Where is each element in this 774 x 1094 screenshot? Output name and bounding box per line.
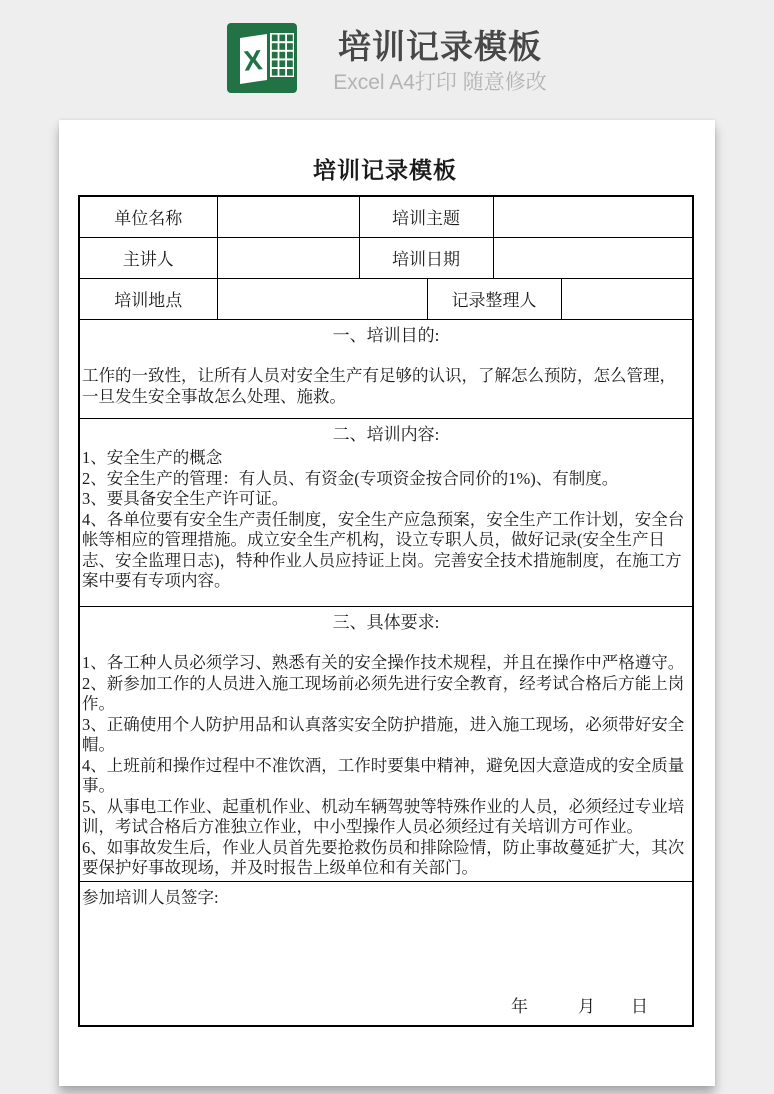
label-lecturer: 主讲人 [79, 237, 217, 278]
field-unit-name[interactable] [217, 196, 359, 237]
date-line [511, 997, 648, 1018]
label-unit-name: 单位名称 [79, 196, 217, 237]
section-heading: 一、培训目的: [332, 325, 440, 345]
field-training-date[interactable] [493, 237, 693, 278]
list-item: 6、如事故发生后，作业人员首先要抢救伤员和排除险情，防止事故蔓延扩大，其次要保护好事故现场，并及时报告上级单位和有关部门。 [82, 837, 685, 877]
section-purpose [79, 319, 693, 418]
table-row [79, 237, 693, 278]
table-row [79, 196, 693, 237]
excel-x-letter: X [242, 44, 264, 77]
date-day-label: 日 [631, 996, 648, 1016]
section-heading: 三、具体要求: [332, 612, 440, 632]
date-month-label: 月 [578, 996, 595, 1016]
list-item: 1、各工种人员必须学习、熟悉有关的安全操作技术规程，并且在操作中严格遵守。 [82, 653, 685, 672]
field-record-keeper[interactable] [561, 278, 693, 319]
training-record-table [78, 195, 694, 1027]
field-training-topic[interactable] [493, 196, 693, 237]
section-requirements [79, 606, 693, 881]
section-content-row [79, 418, 693, 606]
list-item: 2、安全生产的管理：有人员、有资金(专项资金按合同价的1%)、有制度。 [82, 468, 619, 488]
label-training-topic: 培训主题 [359, 196, 493, 237]
page-title: 培训记录模板 [338, 28, 542, 65]
table-row [79, 278, 693, 319]
label-training-place: 培训地点 [79, 278, 217, 319]
section-requirements-row [79, 606, 693, 881]
a4-page [59, 120, 715, 1086]
list-item: 4、上班前和操作过程中不准饮酒，工作时要集中精神，避免因大意造成的安全质量事。 [82, 755, 685, 795]
header-text-block [333, 23, 547, 95]
site-header [0, 0, 774, 120]
list-item: 4、各单位要有安全生产责任制度，安全生产应急预案，安全生产工作计划，安全台帐等相应的管理措施。成立安全生产机构，设立专职人员，做好记录(安全生产日志、安全监理日志)，特种作业人员应持证上岗。完善安全技术措施制度，在施工方案中要有专项内容。 [82, 509, 685, 590]
section-heading: 二、培训内容: [332, 424, 440, 444]
signature-row [79, 881, 693, 1026]
list-item: 5、从事电工作业、起重机作业、机动车辆驾驶等特殊作业的人员，必须经过专业培训，考试合格后方准独立作业，中小型操作人员必须经过有关培训方可作业。 [82, 796, 685, 836]
purpose-paragraph: 工作的一致性，让所有人员对安全生产有足够的认识，了解怎么预防，怎么管理，一旦发生安全事故怎么处理、施救。 [82, 366, 676, 406]
list-item: 2、新参加工作的人员进入施工现场前必须先进行安全教育，经考试合格后方能上岗作。 [82, 673, 685, 713]
list-item: 1、安全生产的概念 [82, 448, 223, 467]
list-item: 3、要具备安全生产许可证。 [82, 489, 289, 508]
signature-area[interactable] [79, 881, 693, 1026]
section-purpose-row [79, 319, 693, 418]
list-item: 3、正确使用个人防护用品和认真落实安全防护措施，进入施工现场，必须带好安全帽。 [82, 714, 685, 754]
page-subtitle: Excel A4打印 随意修改 [333, 71, 547, 94]
section-content [79, 418, 693, 606]
field-lecturer[interactable] [217, 237, 359, 278]
date-year-label: 年 [511, 996, 528, 1016]
label-record-keeper: 记录整理人 [427, 278, 561, 319]
signature-label: 参加培训人员签字: [82, 887, 219, 907]
excel-icon [227, 23, 297, 93]
field-training-place[interactable] [217, 278, 427, 319]
label-training-date: 培训日期 [359, 237, 493, 278]
document-title: 培训记录模板 [313, 158, 457, 183]
